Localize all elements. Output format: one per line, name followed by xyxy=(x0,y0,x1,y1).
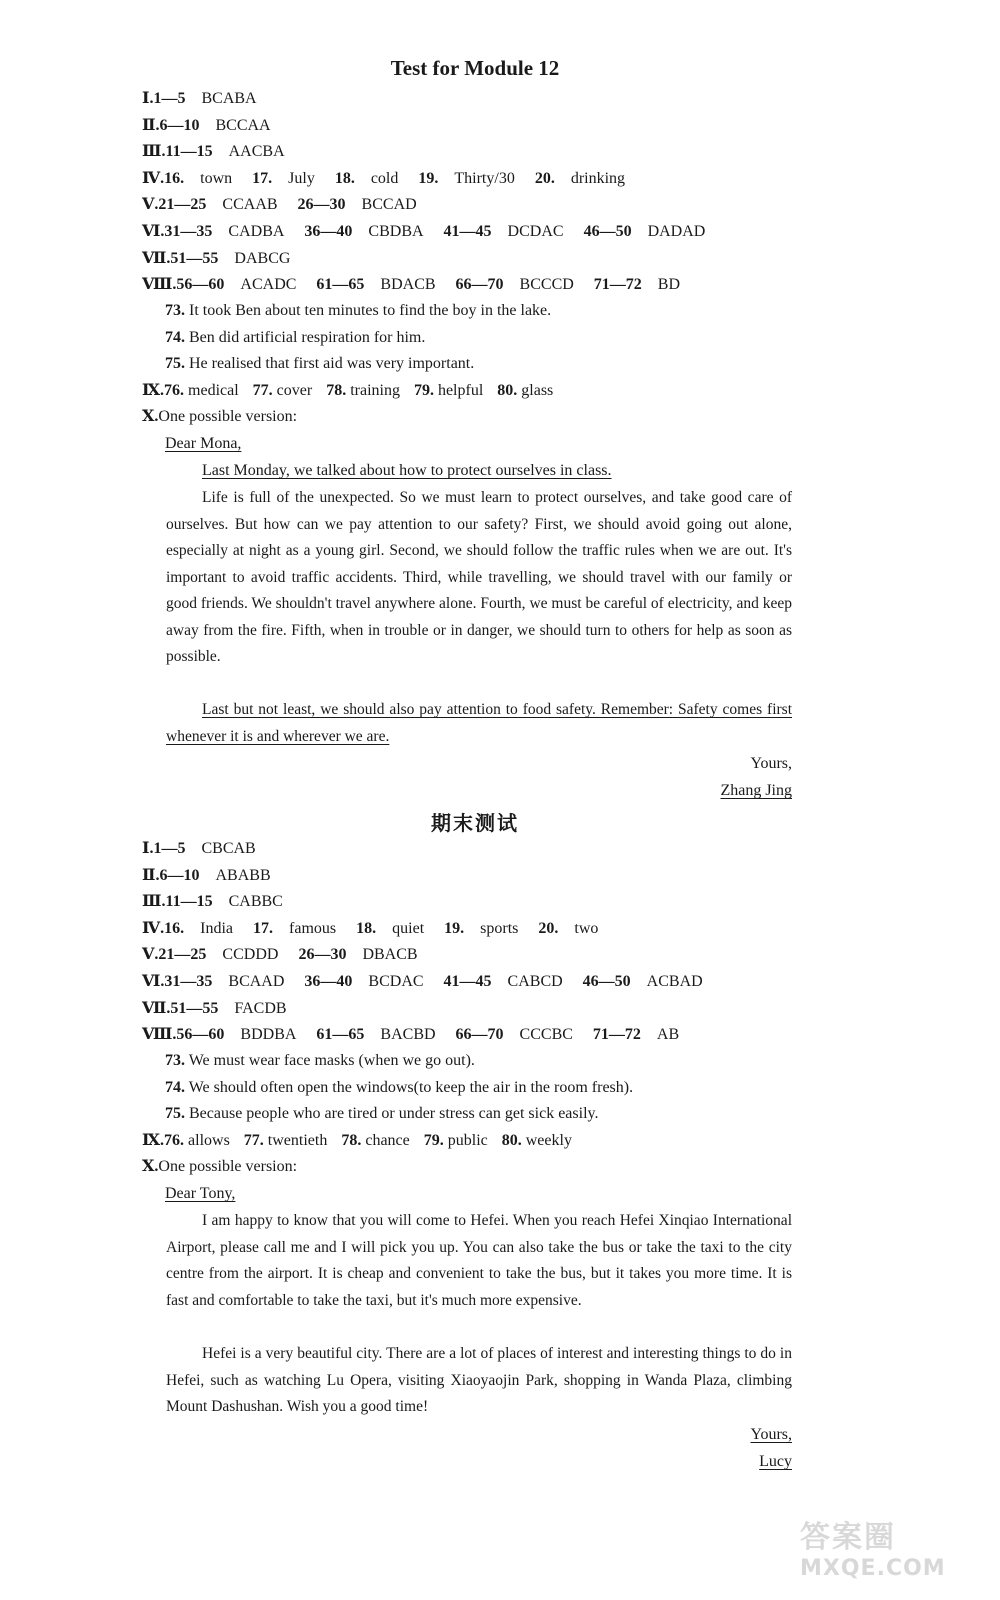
letter-paragraph-2: Hefei is a very beautiful city. There are a lot of places of interest and interesting things to do in Hefei, such as watching Lu Opera, visiting Xiaoyaojin Park, shopping in Wanda Plaza, climbing Mount Dashushan. Wish you a good time! xyxy=(166,1345,792,1415)
answer-row xyxy=(142,168,625,190)
question-number: 61—65 xyxy=(316,1026,365,1044)
section-numeral: Ⅰ. xyxy=(142,90,154,107)
section-numeral: Ⅶ. xyxy=(142,249,171,267)
question-number: 66—70 xyxy=(455,276,504,294)
answer-row xyxy=(142,141,285,163)
answer-row xyxy=(142,248,290,270)
section-numeral: Ⅰ. xyxy=(142,840,154,857)
letter-closing: Last but not least, we should also pay attention to food safety. Remember: Safety comes first whenever it is and wherever we are. xyxy=(166,701,792,745)
question-number: 26—30 xyxy=(297,196,346,214)
answer-row xyxy=(142,838,256,860)
sentence-row: 74. We should often open the windows(to keep the air in the room fresh). xyxy=(165,1079,634,1096)
letter-greeting: Dear Tony, xyxy=(165,1185,236,1202)
question-number: 31—35 xyxy=(164,223,213,240)
question-number: 16. xyxy=(164,169,185,187)
question-number: 20. xyxy=(538,919,559,937)
question-number: 1—5 xyxy=(153,90,186,107)
sentence-row: 74. Ben did artificial respiration for him. xyxy=(165,329,426,346)
answer-value: BDACB xyxy=(380,276,436,294)
answer-value: town xyxy=(200,169,233,187)
question-number: 21—25 xyxy=(158,196,207,214)
answer-value: BCABA xyxy=(201,90,257,107)
module-title: Test for Module 12 xyxy=(390,56,560,80)
answer-value: ABABB xyxy=(215,866,271,884)
letter-body: Life is full of the unexpected. So we must learn to protect ourselves, and take good care of ourselves. But how can we pay attention to our safety? First, we should avoid going out alone, especially at night as a young girl. Second, we should follow the traffic rules when we are out. It's important to avoid traffic accidents. Third, while travelling, we should travel with our family or good friends. We shouldn't travel anywhere alone. Fourth, we must be careful of electricity, and keep away from the fire. Fifth, when in trouble or in danger, we should turn to others for help as soon as possible. xyxy=(166,489,792,665)
section-x-row: Ⅹ.One possible version: xyxy=(142,1158,298,1175)
answer-value: drinking xyxy=(570,169,626,187)
letter-signature: Lucy xyxy=(759,1453,792,1470)
section-numeral: Ⅷ. xyxy=(142,1026,177,1044)
question-number: 1—5 xyxy=(153,840,186,857)
section-numeral: Ⅳ. xyxy=(142,169,165,187)
question-number: 21—25 xyxy=(158,946,207,964)
question-number: 51—55 xyxy=(170,999,219,1017)
answer-value: ACADC xyxy=(240,276,297,294)
question-number: 56—60 xyxy=(176,276,225,294)
section-numeral: Ⅴ. xyxy=(142,946,159,964)
answer-value: BCCAA xyxy=(215,116,271,134)
question-number: 17. xyxy=(252,169,273,187)
answer-value: FACDB xyxy=(234,999,287,1017)
letter-paragraph-1: I am happy to know that you will come to Hefei. When you reach Hefei Xinqiao International Airport, please call me and I will pick you up. You can also take the bus or take the taxi to the city centre from the airport. It is cheap and convenient to take the bus, but it takes you more time. It is fast and comfortable to take the taxi, but it's much more expensive. xyxy=(166,1212,792,1309)
section-numeral: Ⅴ. xyxy=(142,196,159,214)
question-number: 51—55 xyxy=(170,249,219,267)
question-number: 71—72 xyxy=(593,276,642,294)
question-number: 18. xyxy=(334,169,355,187)
answer-value: famous xyxy=(289,919,337,937)
answer-value: July xyxy=(288,169,315,187)
answer-value: cold xyxy=(370,169,399,187)
answer-row xyxy=(142,918,598,940)
section-numeral: Ⅵ. xyxy=(142,973,165,990)
answer-value: AB xyxy=(656,1026,680,1044)
question-number: 19. xyxy=(444,919,465,937)
section-ix-row: Ⅸ.76. allows 77. twentieth 78. chance 79. public 80. weekly xyxy=(142,1132,572,1149)
answer-row xyxy=(142,1024,679,1046)
section-numeral: Ⅲ. xyxy=(142,143,166,161)
answer-row xyxy=(142,998,287,1020)
sentence-row: 75. He realised that first aid was very important. xyxy=(165,355,475,372)
watermark-logo: 答案圈 MXQE.COM xyxy=(800,1520,946,1581)
answer-value: CCDDD xyxy=(222,946,279,964)
question-number: 56—60 xyxy=(176,1026,225,1044)
letter-greeting: Dear Mona, xyxy=(165,435,242,452)
answer-row xyxy=(142,865,271,887)
answer-value: CADBA xyxy=(228,223,285,240)
question-number: 18. xyxy=(356,919,377,937)
question-number: 19. xyxy=(418,169,439,187)
answer-value: CABBC xyxy=(228,893,283,911)
section-numeral: Ⅶ. xyxy=(142,999,171,1017)
section-numeral: Ⅵ. xyxy=(142,223,165,240)
answer-row xyxy=(142,221,705,243)
section-numeral: Ⅷ. xyxy=(142,276,177,294)
answer-value: ACBAD xyxy=(646,973,703,990)
answer-value: sports xyxy=(480,919,519,937)
question-number: 46—50 xyxy=(583,223,632,240)
letter-yours: Yours, xyxy=(750,1426,792,1443)
letter-signature: Zhang Jing xyxy=(720,782,792,799)
answer-value: BDDBA xyxy=(240,1026,297,1044)
answer-value: BCCCD xyxy=(519,276,574,294)
answer-row xyxy=(142,88,257,110)
final-title: 期末测试 xyxy=(431,811,519,835)
answer-value: DBACB xyxy=(362,946,418,964)
answer-value: CBDBA xyxy=(368,223,424,240)
question-number: 41—45 xyxy=(443,223,492,240)
section-ix-row: Ⅸ.76. medical 77. cover 78. training 79. helpful 80. glass xyxy=(142,382,554,399)
answer-value: BCAAD xyxy=(228,973,285,990)
answer-row xyxy=(142,274,680,296)
sentence-row: 75. Because people who are tired or under stress can get sick easily. xyxy=(165,1105,599,1122)
section-x-row: Ⅹ.One possible version: xyxy=(142,408,298,425)
question-number: 11—15 xyxy=(165,143,213,161)
section-numeral: Ⅱ. xyxy=(142,116,160,134)
answer-value: CBCAB xyxy=(201,840,256,857)
answer-row xyxy=(142,971,703,993)
answer-row xyxy=(142,944,418,966)
answer-value: quiet xyxy=(392,919,425,937)
sentence-row: 73. It took Ben about ten minutes to find the boy in the lake. xyxy=(165,302,552,319)
answer-row xyxy=(142,891,283,913)
question-number: 46—50 xyxy=(582,973,631,990)
question-number: 66—70 xyxy=(455,1026,504,1044)
sentence-row: 73. We must wear face masks (when we go out). xyxy=(165,1052,475,1069)
answer-value: two xyxy=(574,919,599,937)
answer-value: CCCBC xyxy=(519,1026,573,1044)
question-number: 6—10 xyxy=(159,116,200,134)
letter-yours: Yours, xyxy=(750,755,792,772)
question-number: 26—30 xyxy=(298,946,347,964)
question-number: 20. xyxy=(534,169,555,187)
question-number: 6—10 xyxy=(159,866,200,884)
answer-row xyxy=(142,115,271,137)
answer-value: DCDAC xyxy=(507,223,564,240)
answer-value: DADAD xyxy=(647,223,706,240)
question-number: 61—65 xyxy=(316,276,365,294)
answer-value: India xyxy=(200,919,234,937)
question-number: 11—15 xyxy=(165,893,213,911)
answer-value: BACBD xyxy=(380,1026,436,1044)
question-number: 16. xyxy=(164,919,185,937)
question-number: 41—45 xyxy=(443,973,492,990)
section-numeral: Ⅳ. xyxy=(142,919,165,937)
answer-value: DABCG xyxy=(234,249,291,267)
answer-value: CABCD xyxy=(507,973,563,990)
answer-value: BCCAD xyxy=(361,196,417,214)
answer-value: BCDAC xyxy=(368,973,424,990)
answer-value: CCAAB xyxy=(222,196,278,214)
question-number: 31—35 xyxy=(164,973,213,990)
letter-opening: Last Monday, we talked about how to protect ourselves in class. xyxy=(202,462,612,479)
section-numeral: Ⅱ. xyxy=(142,866,160,884)
question-number: 36—40 xyxy=(304,223,353,240)
answer-value: AACBA xyxy=(228,143,285,161)
answer-value: Thirty/30 xyxy=(454,169,515,187)
answer-row xyxy=(142,194,417,216)
section-numeral: Ⅲ. xyxy=(142,893,166,911)
question-number: 36—40 xyxy=(304,973,353,990)
question-number: 17. xyxy=(253,919,274,937)
question-number: 71—72 xyxy=(592,1026,641,1044)
answer-value: BD xyxy=(657,276,681,294)
